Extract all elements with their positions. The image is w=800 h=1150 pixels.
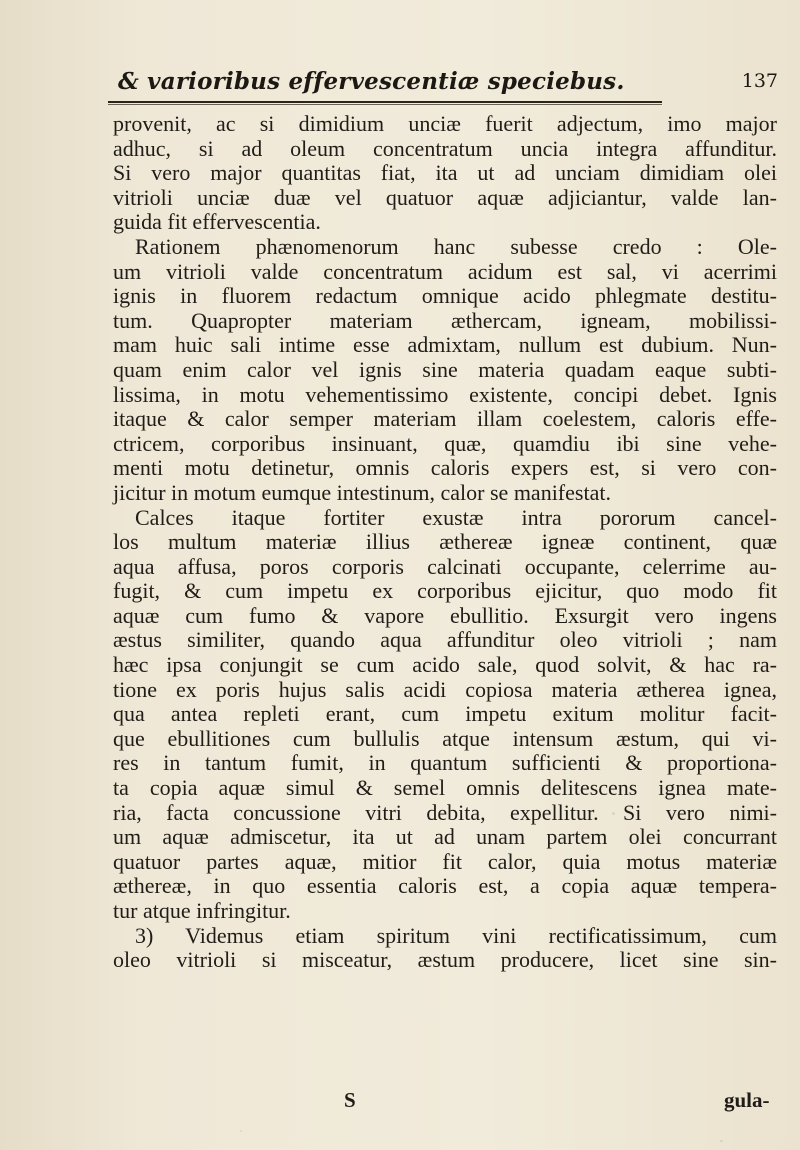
text-line: Calces itaque fortiter exustæ intra pororum cancel- (135, 504, 777, 530)
text-line: tum. Quapropter materiam æthercam, igneam, mobilissi- (113, 307, 777, 333)
text-line: æstus similiter, quando aqua affunditur oleo vitrioli ; nam (113, 627, 777, 653)
text-line: tione ex poris hujus salis acidi copiosa materia ætherea ignea, (113, 676, 777, 702)
text-line: adhuc, si ad oleum concentratum uncia integra affunditur. (113, 135, 777, 161)
text-line: lissima, in motu vehementissimo existente, concipi debet. Ignis (113, 381, 777, 407)
text-line: guida fit effervescentia. (113, 209, 321, 235)
text-line: jicitur in motum eumque intestinum, calor se manifestat. (113, 479, 611, 505)
paper-speck (240, 1130, 242, 1132)
text-line: æthereæ, in quo essentia caloris est, a copia aquæ tempera- (113, 873, 777, 899)
text-line: itaque & calor semper materiam illam coelestem, caloris effe- (113, 406, 777, 432)
text-line: um vitrioli valde concentratum acidum est sal, vi acerrimi (113, 258, 777, 284)
header-rule (108, 101, 662, 103)
body-text (113, 112, 783, 973)
text-line: hæc ipsa conjungit se cum acido sale, quod solvit, & hac ra- (113, 652, 777, 678)
text-line: Si vero major quantitas fiat, ita ut ad unciam dimidiam olei (113, 160, 777, 186)
text-line: ctricem, corporibus insinuant, quæ, quamdiu ibi sine vehe- (113, 430, 777, 456)
running-title: & varioribus effervescentiæ speciebus. (118, 68, 625, 95)
text-line: aquæ cum fumo & vapore ebullitio. Exsurgit vero ingens (113, 602, 777, 628)
text-line: ta copia aquæ simul & semel omnis delitescens ignea mate- (113, 775, 777, 801)
text-line: quatuor partes aquæ, mitior fit calor, quia motus materiæ (113, 848, 777, 874)
text-line: provenit, ac si dimidium unciæ fuerit adjectum, imo major (113, 111, 777, 136)
text-line: Rationem phænomenorum hanc subesse credo : Ole- (135, 233, 777, 259)
page-number: 137 (741, 70, 778, 92)
text-line: menti motu detinetur, omnis caloris expers est, si vero con- (113, 455, 777, 481)
text-line: los multum materiæ illius æthereæ igneæ continent, quæ (113, 529, 777, 555)
paper-speck (612, 812, 615, 815)
text-line: ria, facta concussione vitri debita, expellitur. Si vero nimi- (113, 799, 777, 825)
signature-mark: S (344, 1088, 356, 1112)
text-line: que ebullitiones cum bullulis atque intensum æstum, qui vi- (113, 725, 777, 751)
header-rule-thin (108, 104, 662, 105)
text-line: vitrioli unciæ duæ vel quatuor aquæ adjiciantur, valde lan- (113, 184, 777, 210)
text-line: um aquæ admiscetur, ita ut ad unam partem olei concurrant (113, 824, 777, 850)
text-line: tur atque infringitur. (113, 898, 291, 923)
page-header (110, 68, 778, 98)
text-line: quam enim calor vel ignis sine materia quadam eaque subti- (113, 356, 777, 382)
paper-speck (720, 1140, 723, 1142)
text-line: mam huic sali intime esse admixtam, nullum est dubium. Nun- (113, 332, 777, 358)
text-line: 3) Videmus etiam spiritum vini rectificatissimum, cum (135, 922, 777, 948)
text-line: ignis in fluorem redactum omnique acido phlegmate destitu- (113, 283, 777, 309)
page-footer (0, 1088, 800, 1114)
text-line: oleo vitrioli si misceatur, æstum producere, licet sine sin- (113, 947, 777, 973)
catchword: gula- (724, 1088, 770, 1112)
text-line: fugit, & cum impetu ex corporibus ejicitur, quo modo fit (113, 578, 777, 604)
text-line: aqua affusa, poros corporis calcinati occupante, celerrime au- (113, 553, 777, 579)
text-line: qua antea repleti erant, cum impetu exitum molitur facit- (113, 701, 777, 727)
text-line: res in tantum fumit, in quantum sufficienti & proportiona- (113, 750, 777, 776)
